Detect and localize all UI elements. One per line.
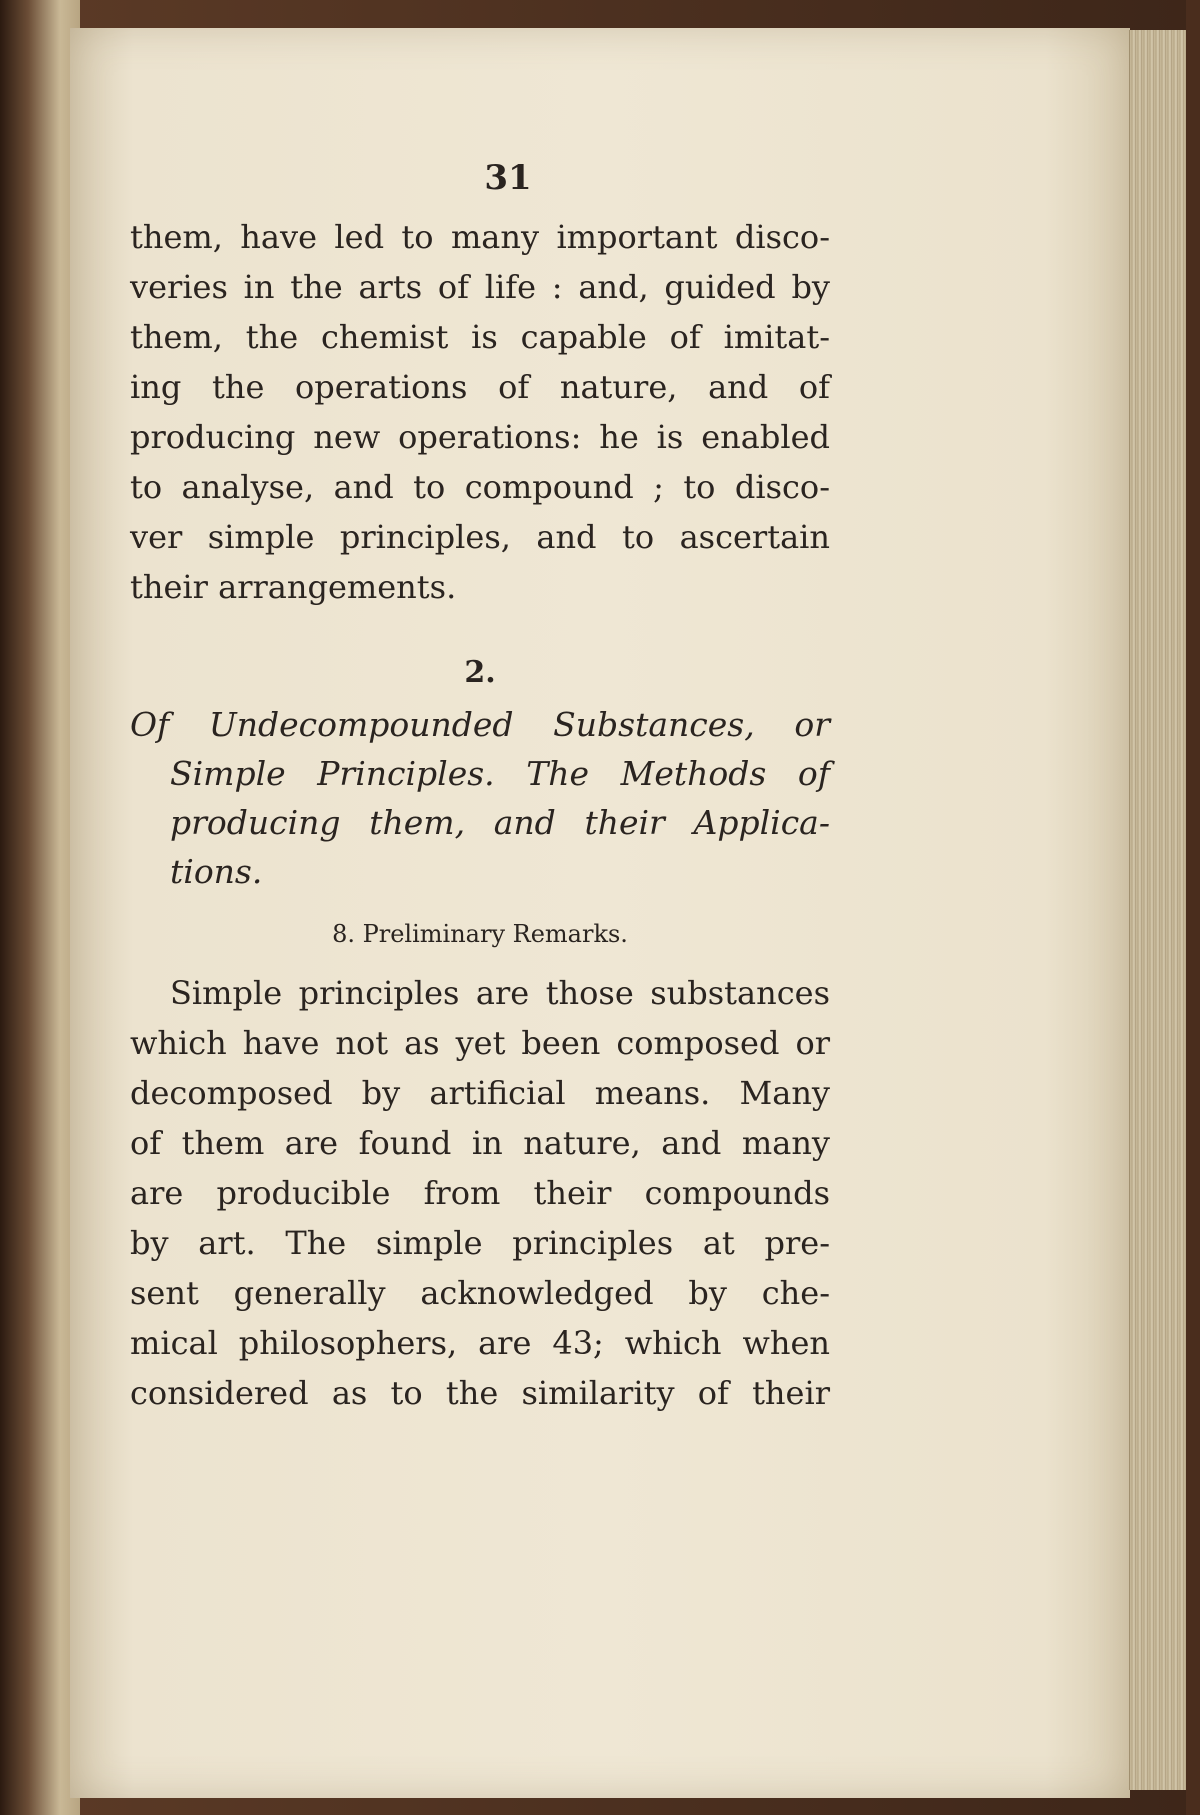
heading-line: Of Undecompounded Substances, or <box>130 705 830 744</box>
book-cover-edge <box>1186 0 1200 1815</box>
heading-line: tions. <box>170 852 263 891</box>
text-line: by art. The simple principles at pre- <box>130 1224 830 1262</box>
text-line: are producible from their compounds <box>130 1174 830 1212</box>
text-line: of them are found in nature, and many <box>130 1124 830 1162</box>
text-line: veries in the arts of life : and, guided by <box>130 268 830 306</box>
text-line: considered as to the similarity of their <box>130 1374 830 1412</box>
heading-line: Simple Principles. The Methods of <box>170 754 830 793</box>
heading-line: producing them, and their Applica- <box>170 803 830 842</box>
text-line: ing the operations of nature, and of <box>130 368 830 406</box>
paragraph <box>130 968 830 1418</box>
text-line: them, the chemist is capable of imitat- <box>130 318 830 356</box>
text-line: them, have led to many important disco- <box>130 218 830 256</box>
text-line: to analyse, and to compound ; to disco- <box>130 468 830 506</box>
text-line: decomposed by artificial means. Many <box>130 1074 830 1112</box>
text-line: ver simple principles, and to ascertain <box>130 518 830 556</box>
page-stack-edge <box>1129 30 1188 1790</box>
subheading: 8. Preliminary Remarks. <box>332 920 628 948</box>
text-line: sent generally acknowledged by che- <box>130 1274 830 1312</box>
text-line: producing new operations: he is enabled <box>130 418 830 456</box>
text-line: their arrangements. <box>130 568 457 606</box>
text-line: which have not as yet been composed or <box>130 1024 830 1062</box>
text-line: Simple principles are those substances <box>170 974 830 1012</box>
section-number: 2. <box>464 655 496 690</box>
page-number: 31 <box>484 158 532 198</box>
section-heading <box>130 700 830 896</box>
facing-page-edge <box>0 0 80 1815</box>
text-line: mical philosophers, are 43; which when <box>130 1324 830 1362</box>
continued-paragraph <box>130 212 830 612</box>
